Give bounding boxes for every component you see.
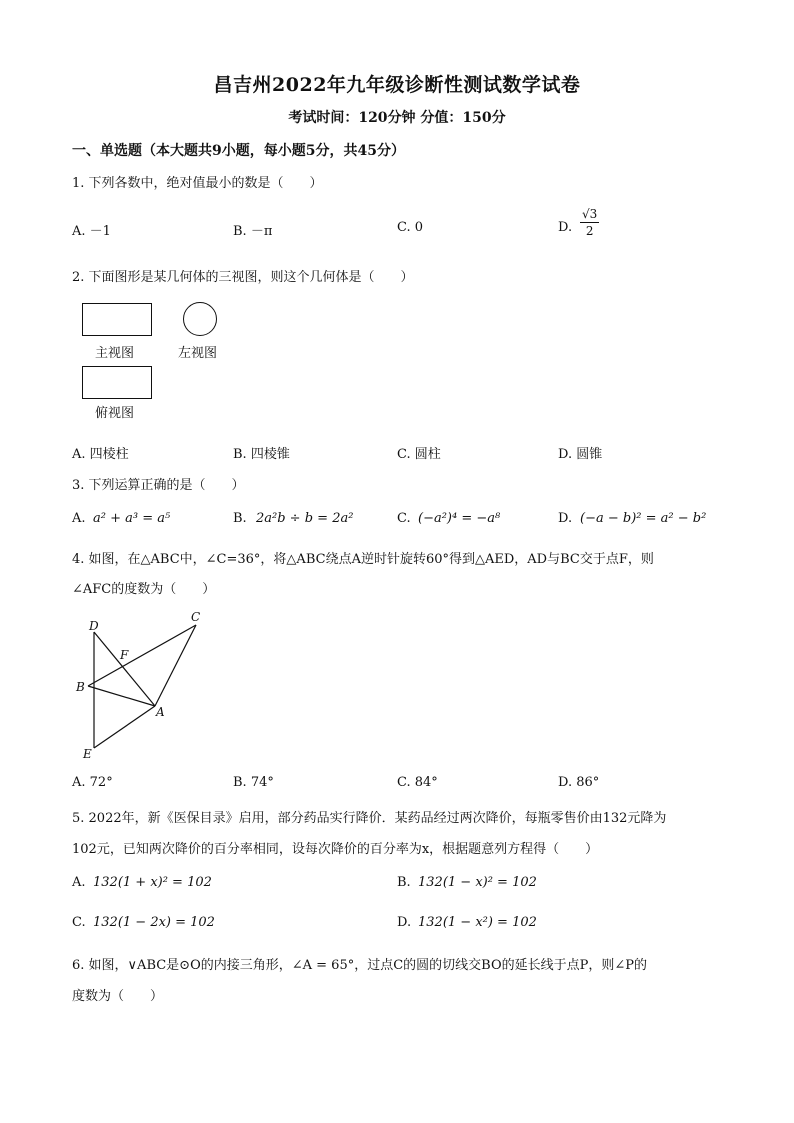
question-2-option-d: D. 圆锥 [558, 447, 603, 462]
question-3-option-b-expression: 2a²b ÷ b = 2a² [256, 511, 354, 526]
segment-bc [88, 625, 196, 686]
question-3-option-b-prefix: B. [233, 511, 247, 526]
question-5-stem-line-2: 102元，已知两次降价的百分率相同，设每次降价的百分率为x，根据题意列方程得（ ） [72, 842, 599, 857]
question-1-option-a: A. －1 [72, 224, 111, 239]
question-5-option-c-expression: 132(1 − 2x) = 102 [93, 915, 215, 930]
question-2-stem: 2. 下面图形是某几何体的三视图，则这个几何体是（ ） [72, 270, 414, 285]
question-4-stem-line-1: 4. 如图，在△ABC中，∠C=36°，将△ABC绕点A逆时针旋转60°得到△AED，AD与BC交于点F，则 [72, 552, 654, 567]
question-1-stem: 1. 下列各数中，绝对值最小的数是（ ） [72, 176, 323, 191]
question-6-stem-line-1: 6. 如图，∨ABC是⊙O的内接三角形，∠A = 65°，过点C的圆的切线交BO的延长线于点P，则∠P的 [72, 958, 647, 973]
question-3-option-c-expression: (−a²)⁴ = −a⁸ [418, 511, 501, 526]
question-3-option-d-expression: (−a − b)² = a² − b² [580, 511, 707, 526]
question-1-option-d-fraction [580, 208, 599, 237]
fraction-denominator: 2 [585, 224, 594, 238]
question-6-stem-line-2: 度数为（ ） [72, 989, 164, 1004]
question-2-option-c: C. 圆柱 [397, 447, 441, 462]
top-view-label: 俯视图 [95, 406, 135, 421]
fraction-numerator: √3 [582, 207, 598, 221]
question-5-option-b-expression: 132(1 − x)² = 102 [418, 875, 537, 890]
rotation-triangle-figure [72, 606, 212, 766]
question-1-option-d-prefix: D. [558, 220, 573, 235]
question-2-option-a: A. 四棱柱 [72, 447, 129, 462]
question-4-stem-line-2: ∠AFC的度数为（ ） [72, 582, 216, 597]
question-4-option-b: B. 74° [233, 775, 274, 790]
front-view-rectangle [82, 303, 152, 336]
question-5-option-a-expression: 132(1 + x)² = 102 [93, 875, 212, 890]
label-a: A [156, 705, 165, 719]
question-3-stem: 3. 下列运算正确的是（ ） [72, 478, 245, 493]
segment-da [94, 632, 155, 706]
segment-ba [88, 686, 155, 706]
label-b: B [76, 680, 85, 694]
question-4-option-a: A. 72° [72, 775, 113, 790]
exam-info: 考试时间：120分钟 分值：150分 [288, 110, 506, 126]
question-1-option-c: C. 0 [397, 220, 424, 235]
label-e: E [83, 747, 92, 761]
front-view-label: 主视图 [95, 346, 135, 361]
question-3-option-a-prefix: A. [72, 511, 86, 526]
label-f: F [120, 648, 129, 662]
question-4-option-c: C. 84° [397, 775, 438, 790]
question-4-option-d: D. 86° [558, 775, 600, 790]
question-5-option-a-prefix: A. [72, 875, 86, 890]
left-view-label: 左视图 [178, 346, 218, 361]
top-view-rectangle [82, 366, 152, 399]
question-3-option-a-expression: a² + a³ = a⁵ [93, 511, 171, 526]
question-5-stem-line-1: 5. 2022年，新《医保目录》启用，部分药品实行降价．某药品经过两次降价，每瓶零售价由132元降为 [72, 811, 667, 826]
label-c: C [191, 610, 201, 624]
question-3-option-d-prefix: D. [558, 511, 573, 526]
question-5-option-b-prefix: B. [397, 875, 411, 890]
question-5-option-d-prefix: D. [397, 915, 412, 930]
page-title: 昌吉州2022年九年级诊断性测试数学试卷 [213, 74, 581, 96]
section-heading: 一、单选题（本大题共9小题，每小题5分，共45分） [72, 143, 405, 159]
question-5-option-c-prefix: C. [72, 915, 86, 930]
question-2-option-b: B. 四棱锥 [233, 447, 290, 462]
label-d: D [89, 619, 99, 633]
question-5-option-d-expression: 132(1 − x²) = 102 [418, 915, 537, 930]
question-1-option-b: B. －π [233, 224, 273, 239]
left-view-circle [183, 302, 217, 336]
question-3-option-c-prefix: C. [397, 511, 411, 526]
segment-ea [94, 706, 155, 748]
